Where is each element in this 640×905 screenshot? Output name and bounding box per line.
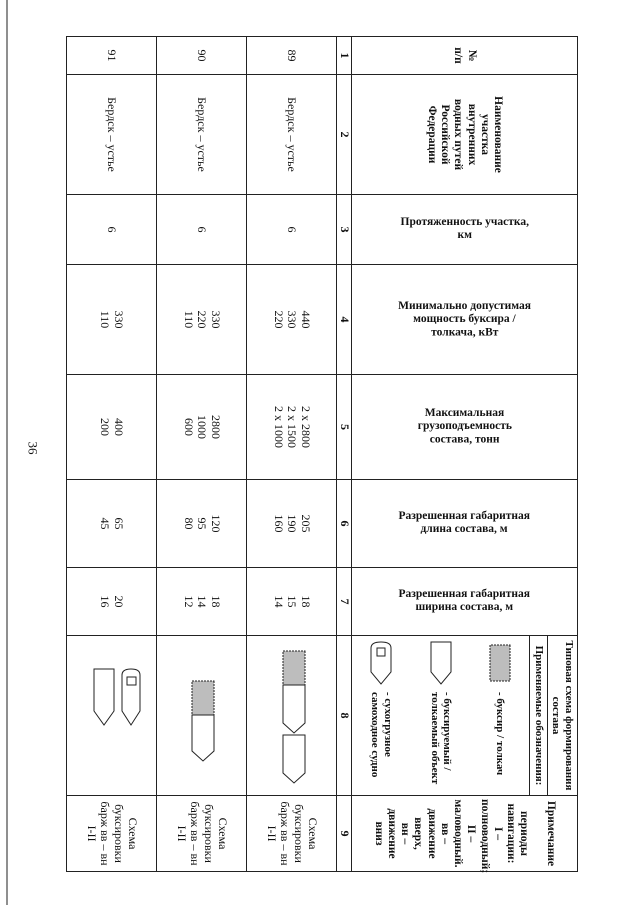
legend-title: Применяемые обозначения: xyxy=(529,636,547,795)
cell-length: 6 xyxy=(67,195,157,265)
rotated-table-container xyxy=(66,36,578,874)
col-num: 2 xyxy=(337,75,352,195)
header-note xyxy=(352,796,578,872)
header-schema xyxy=(352,636,578,796)
legend-tug-label: - буксир / толкач xyxy=(493,692,506,776)
cell-capacity: 400 200 xyxy=(67,375,157,480)
col-num: 5 xyxy=(337,375,352,480)
cell-dlina: 205 190 160 xyxy=(247,480,337,568)
cell-shirina: 18 14 12 xyxy=(157,568,247,636)
cell-schema xyxy=(247,636,337,796)
convoy-scheme-89 xyxy=(256,641,330,791)
cell-shirina: 20 16 xyxy=(67,568,157,636)
cell-capacity: 2800 1000 600 xyxy=(157,375,247,480)
header-power: Минимально допустимая мощность буксира / толкача, кВт xyxy=(352,265,578,375)
cell-capacity: 2 х 2800 2 х 1500 2 х 1000 xyxy=(247,375,337,480)
cell-power: 330 110 xyxy=(67,265,157,375)
col-num: 9 xyxy=(337,796,352,872)
header-name: Наименование участка внутренних водных путей Российской Федерации xyxy=(352,75,578,195)
cell-schema xyxy=(157,636,247,796)
page-number: 36 xyxy=(25,441,41,455)
table-row xyxy=(247,37,337,872)
cell-name: Бердск – устье xyxy=(67,75,157,195)
header-row xyxy=(352,37,578,872)
legend-heading: Типовая схема формирования состава xyxy=(547,636,577,795)
cell-n: 91 xyxy=(67,37,157,75)
legend-ship-label: - сухогрузное самоходное судно xyxy=(369,692,395,778)
header-shirina: Разрешенная габаритная ширина состава, м xyxy=(352,568,578,636)
cell-dlina: 120 95 80 xyxy=(157,480,247,568)
tug-symbol-icon xyxy=(486,643,514,683)
cargo-ship-symbol-icon xyxy=(368,640,396,686)
cell-length: 6 xyxy=(247,195,337,265)
legend xyxy=(352,636,577,795)
convoy-table xyxy=(66,36,578,872)
col-num: 8 xyxy=(337,636,352,796)
header-length: Протяженность участка, км xyxy=(352,195,578,265)
cell-note: Схема буксировки барж вв – вн I-II xyxy=(247,796,337,872)
header-capacity: Максимальная грузоподъемность состава, тонн xyxy=(352,375,578,480)
header-n: № п/п xyxy=(352,37,578,75)
legend-barge-row xyxy=(411,636,470,795)
table-row xyxy=(67,37,157,872)
col-num: 4 xyxy=(337,265,352,375)
column-number-row xyxy=(337,37,352,872)
legend-barge-label: - буксируемый / толкаемый объект xyxy=(428,692,454,785)
header-note-sub: периоды навигации: I – полноводный; II – маловодный. вв – движение вверх, вн – движение вниз xyxy=(372,799,531,874)
cell-dlina: 65 45 xyxy=(67,480,157,568)
cell-schema xyxy=(67,636,157,796)
col-num: 6 xyxy=(337,480,352,568)
legend-tug-row xyxy=(470,636,529,795)
header-dlina: Разрешенная габаритная длина состава, м xyxy=(352,480,578,568)
table-row xyxy=(157,37,247,872)
header-note-title: Примечание xyxy=(545,800,558,867)
cell-n: 89 xyxy=(247,37,337,75)
scan-edge-line xyxy=(6,0,8,905)
cell-shirina: 18 15 14 xyxy=(247,568,337,636)
col-num: 7 xyxy=(337,568,352,636)
convoy-scheme-90 xyxy=(166,641,240,791)
col-num: 1 xyxy=(337,37,352,75)
cell-name: Бердск – устье xyxy=(247,75,337,195)
legend-ship-row xyxy=(352,636,411,795)
cell-n: 90 xyxy=(157,37,247,75)
cell-power: 330 220 110 xyxy=(157,265,247,375)
convoy-scheme-91 xyxy=(76,641,150,791)
cell-note: Схема буксировки барж вв – вн I-II xyxy=(157,796,247,872)
barge-symbol-icon xyxy=(427,640,455,686)
cell-length: 6 xyxy=(157,195,247,265)
cell-name: Бердск – устье xyxy=(157,75,247,195)
col-num: 3 xyxy=(337,195,352,265)
cell-note: Схема буксировки барж вв – вн I-II xyxy=(67,796,157,872)
cell-power: 440 330 220 xyxy=(247,265,337,375)
